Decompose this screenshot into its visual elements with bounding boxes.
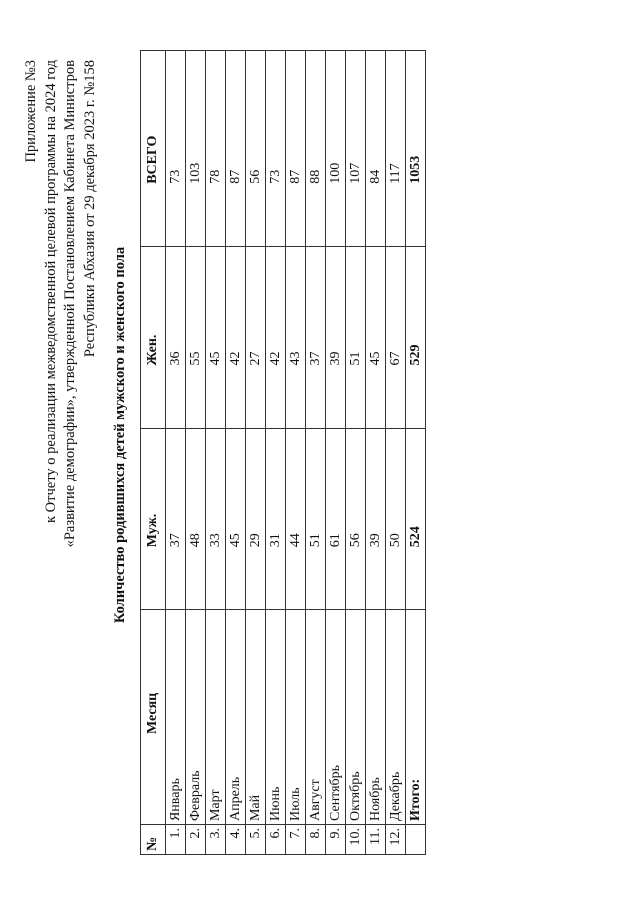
- total-number-cell: [406, 825, 426, 855]
- row-total: 73: [266, 51, 286, 247]
- row-month: Сентябрь: [326, 610, 346, 825]
- row-number: 7.: [286, 825, 306, 855]
- row-female: 27: [246, 246, 266, 428]
- table-row: [326, 51, 346, 855]
- row-number: 9.: [326, 825, 346, 855]
- table-row: [386, 51, 406, 855]
- header-male: Муж.: [141, 428, 166, 610]
- row-male: 33: [206, 428, 226, 610]
- header-line-program: «Развитие демографии», утвержденной Постановлением Кабинета Министров: [62, 60, 78, 548]
- row-number: 12.: [386, 825, 406, 855]
- table-row: [206, 51, 226, 855]
- row-month: Февраль: [186, 610, 206, 825]
- row-female: 51: [346, 246, 366, 428]
- row-month: Май: [246, 610, 266, 825]
- row-month: Октябрь: [346, 610, 366, 825]
- row-male: 51: [306, 428, 326, 610]
- row-total: 107: [346, 51, 366, 247]
- table-row: [266, 51, 286, 855]
- row-total: 73: [166, 51, 186, 247]
- appendix-label: Приложение №3: [23, 60, 39, 163]
- row-month: Август: [306, 610, 326, 825]
- row-female: 45: [366, 246, 386, 428]
- row-month: Март: [206, 610, 226, 825]
- header-number: №: [141, 825, 166, 855]
- table-row: [306, 51, 326, 855]
- table-row: [366, 51, 386, 855]
- total-label: Итого:: [406, 610, 426, 825]
- table-row: [346, 51, 366, 855]
- total-female: 529: [406, 246, 426, 428]
- row-number: 1.: [166, 825, 186, 855]
- table-row: [166, 51, 186, 855]
- row-total: 117: [386, 51, 406, 247]
- row-female: 39: [326, 246, 346, 428]
- row-month: Июнь: [266, 610, 286, 825]
- row-month: Ноябрь: [366, 610, 386, 825]
- row-male: 50: [386, 428, 406, 610]
- table-total-row: [406, 51, 426, 855]
- row-number: 3.: [206, 825, 226, 855]
- row-total: 78: [206, 51, 226, 247]
- row-total: 87: [226, 51, 246, 247]
- header-line-decree: Республики Абхазия от 29 декабря 2023 г. №158: [81, 60, 98, 358]
- row-male: 61: [326, 428, 346, 610]
- table-row: [186, 51, 206, 855]
- header-month: Месяц: [141, 610, 166, 825]
- row-male: 45: [226, 428, 246, 610]
- row-total: 87: [286, 51, 306, 247]
- row-month: Апрель: [226, 610, 246, 825]
- total-male: 524: [406, 428, 426, 610]
- table-title: Количество родившихся детей мужского и женского пола: [112, 246, 128, 624]
- row-female: 36: [166, 246, 186, 428]
- table-row: [246, 51, 266, 855]
- row-female: 37: [306, 246, 326, 428]
- row-male: 44: [286, 428, 306, 610]
- table-header-row: [141, 51, 166, 855]
- births-table: [140, 50, 426, 855]
- table-row: [286, 51, 306, 855]
- row-male: 29: [246, 428, 266, 610]
- row-total: 84: [366, 51, 386, 247]
- row-number: 10.: [346, 825, 366, 855]
- row-number: 4.: [226, 825, 246, 855]
- row-month: Декабрь: [386, 610, 406, 825]
- header-female: Жен.: [141, 246, 166, 428]
- table-row: [226, 51, 246, 855]
- row-female: 55: [186, 246, 206, 428]
- row-total: 103: [186, 51, 206, 247]
- row-number: 8.: [306, 825, 326, 855]
- row-number: 5.: [246, 825, 266, 855]
- row-month: Июль: [286, 610, 306, 825]
- total-all: 1053: [406, 51, 426, 247]
- row-male: 48: [186, 428, 206, 610]
- row-total: 100: [326, 51, 346, 247]
- row-male: 31: [266, 428, 286, 610]
- row-male: 37: [166, 428, 186, 610]
- table-body: [166, 51, 426, 855]
- row-number: 6.: [266, 825, 286, 855]
- row-number: 2.: [186, 825, 206, 855]
- row-female: 43: [286, 246, 306, 428]
- row-number: 11.: [366, 825, 386, 855]
- row-total: 88: [306, 51, 326, 247]
- row-female: 42: [226, 246, 246, 428]
- row-male: 39: [366, 428, 386, 610]
- row-female: 45: [206, 246, 226, 428]
- row-female: 42: [266, 246, 286, 428]
- header-total: ВСЕГО: [141, 51, 166, 247]
- row-female: 67: [386, 246, 406, 428]
- document-header: [22, 60, 100, 547]
- row-total: 56: [246, 51, 266, 247]
- row-male: 56: [346, 428, 366, 610]
- header-line-report: к Отчету о реализации межведомственной целевой программы на 2024 год: [42, 60, 59, 523]
- row-month: Январь: [166, 610, 186, 825]
